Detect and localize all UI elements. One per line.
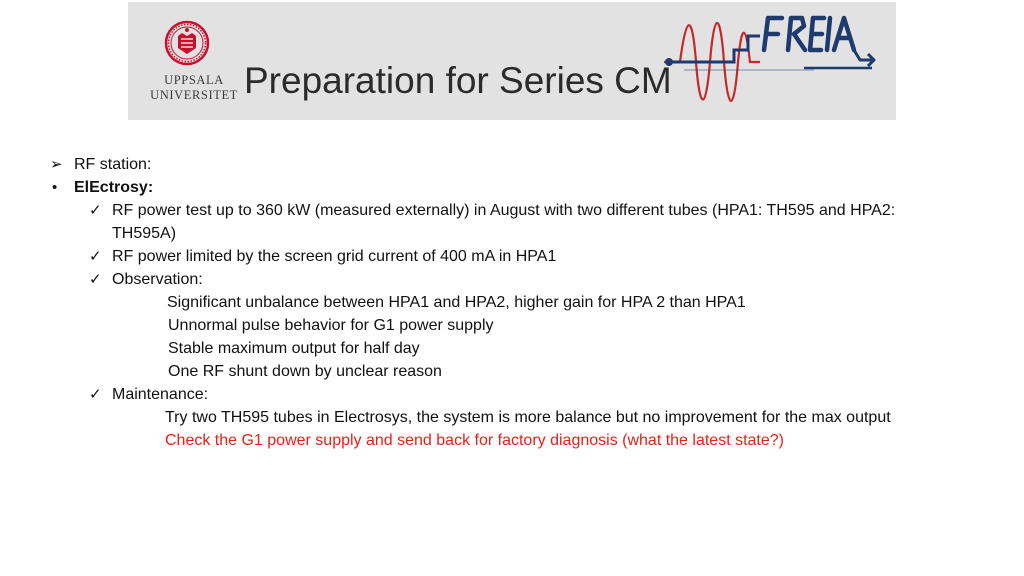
- page-title: Preparation for Series CM: [244, 60, 672, 101]
- check-icon: ✓: [89, 202, 102, 219]
- maintenance-item-highlighted: Check the G1 power supply and send back for factory diagnosis (what the latest state?): [165, 432, 784, 449]
- observation-label: Observation:: [112, 271, 203, 288]
- observation-item: Significant unbalance between HPA1 and HPA2, higher gain for HPA 2 than HPA1: [167, 294, 746, 311]
- maintenance-label: Maintenance:: [112, 386, 209, 403]
- check-icon: ✓: [89, 386, 102, 403]
- check-item-text: RF power test up to 360 kW (measured externally) in August with two different tubes (HPA1: TH595 and HPA2:: [112, 202, 896, 219]
- observation-item: Stable maximum output for half day: [168, 340, 420, 357]
- dot-bullet-icon: •: [52, 179, 58, 196]
- check-icon: ✓: [89, 248, 102, 265]
- arrow-bullet-icon: ➢: [50, 156, 63, 173]
- check-item-text-continued: TH595A): [112, 225, 177, 242]
- observation-item: One RF shunt down by unclear reason: [168, 363, 442, 380]
- electrosy-label: ElEctrosy:: [74, 179, 154, 196]
- university-name: UPPSALA UNIVERSITET: [150, 73, 238, 102]
- check-item-text: RF power limited by the screen grid current of 400 mA in HPA1: [112, 248, 557, 265]
- rf-station-label: RF station:: [74, 156, 152, 173]
- check-icon: ✓: [89, 271, 102, 288]
- observation-item: Unnormal pulse behavior for G1 power supply: [168, 317, 494, 334]
- maintenance-item: Try two TH595 tubes in Electrosys, the system is more balance but no improvement for the max output: [165, 409, 891, 426]
